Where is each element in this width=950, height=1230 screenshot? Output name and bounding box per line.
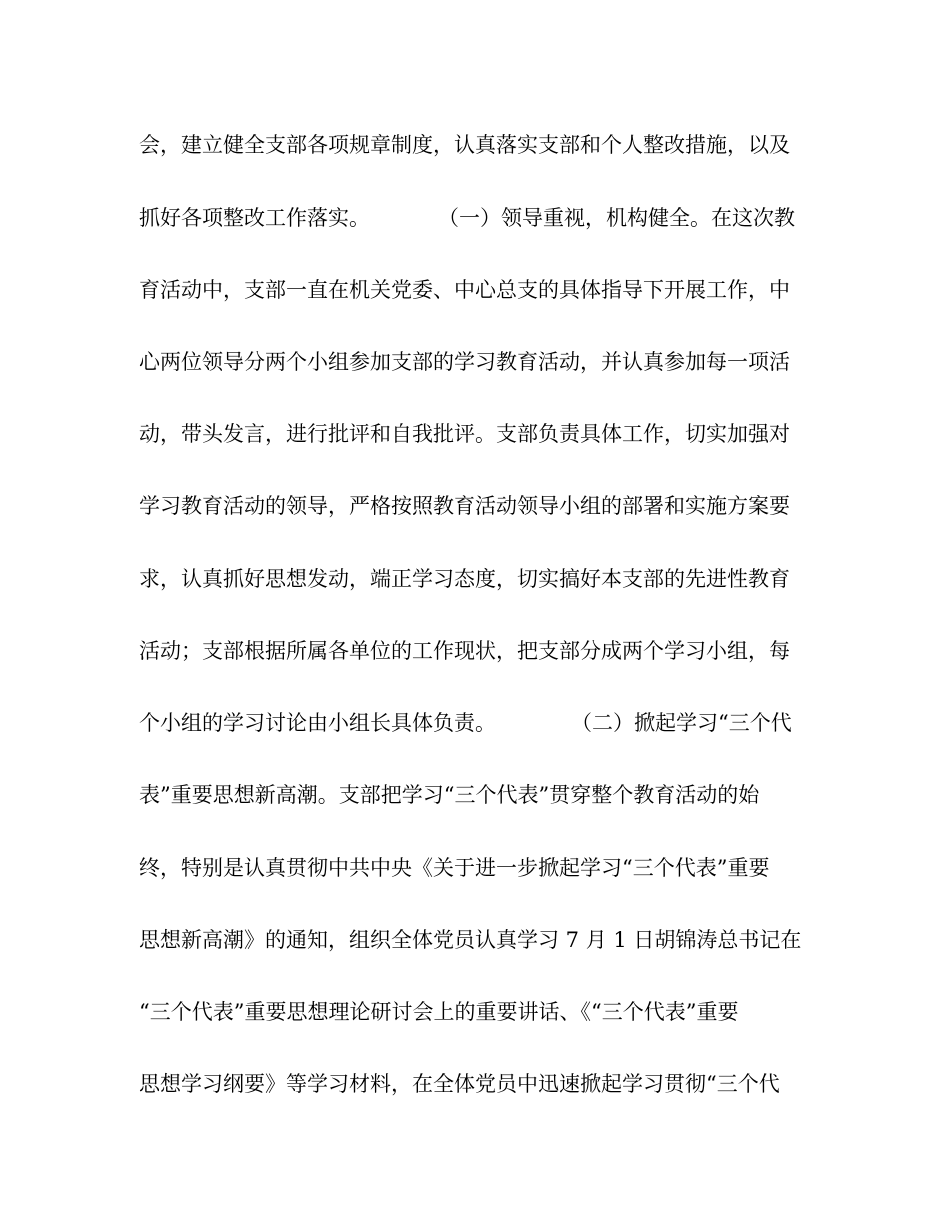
line-text: 心两位领导分两个小组参加支部的学习教育活动，并认真参加每一项活 <box>139 350 790 374</box>
line-text: 表”重要思想新高潮。支部把学习“三个代表”贯穿整个教育活动的始 <box>139 783 760 807</box>
line-text-left: 个小组的学习讨论由小组长具体负责。 <box>139 711 496 735</box>
line-text: “三个代表”重要思想理论研讨会上的重要讲话、《“三个代表”重要 <box>139 1000 739 1024</box>
line-text: 动，带头发言，进行批评和自我批评。支部负责具体工作，切实加强对 <box>139 422 790 446</box>
line-text: 求，认真抓好思想发动，端正学习态度，切实搞好本支部的先进性教育 <box>139 567 790 591</box>
line-text: 终，特别是认真贯彻中共中央《关于进一步掀起学习“三个代表”重要 <box>139 856 770 880</box>
text-line <box>0 636 950 666</box>
line-text-right: （一）领导重视，机构健全。在这次教 <box>438 206 795 230</box>
line-text: 学习教育活动的领导，严格按照教育活动领导小组的部署和实施方案要 <box>139 494 790 518</box>
text-line <box>0 347 950 377</box>
text-line <box>0 419 950 449</box>
text-line <box>0 853 950 883</box>
line-text: 育活动中，支部一直在机关党委、中心总支的具体指导下开展工作，中 <box>139 278 790 302</box>
text-line <box>0 491 950 521</box>
text-line <box>0 780 950 810</box>
line-text-right: （二）掀起学习“三个代 <box>571 711 792 735</box>
text-line <box>0 275 950 305</box>
text-line <box>0 708 950 738</box>
text-line <box>0 1069 950 1099</box>
text-line <box>0 203 950 233</box>
line-text: 活动；支部根据所属各单位的工作现状，把支部分成两个学习小组，每 <box>139 639 790 663</box>
text-line <box>0 564 950 594</box>
text-line <box>0 997 950 1027</box>
line-text: 会，建立健全支部各项规章制度，认真落实支部和个人整改措施，以及 <box>139 133 790 157</box>
line-text-left: 抓好各项整改工作落实。 <box>139 206 370 230</box>
line-text: 思想新高潮》的通知，组织全体党员认真学习 7 月 1 日胡锦涛总书记在 <box>139 928 802 952</box>
text-line <box>0 130 950 160</box>
line-text: 思想学习纲要》等学习材料，在全体党员中迅速掀起学习贯彻“三个代 <box>139 1072 780 1096</box>
text-line <box>0 925 950 955</box>
